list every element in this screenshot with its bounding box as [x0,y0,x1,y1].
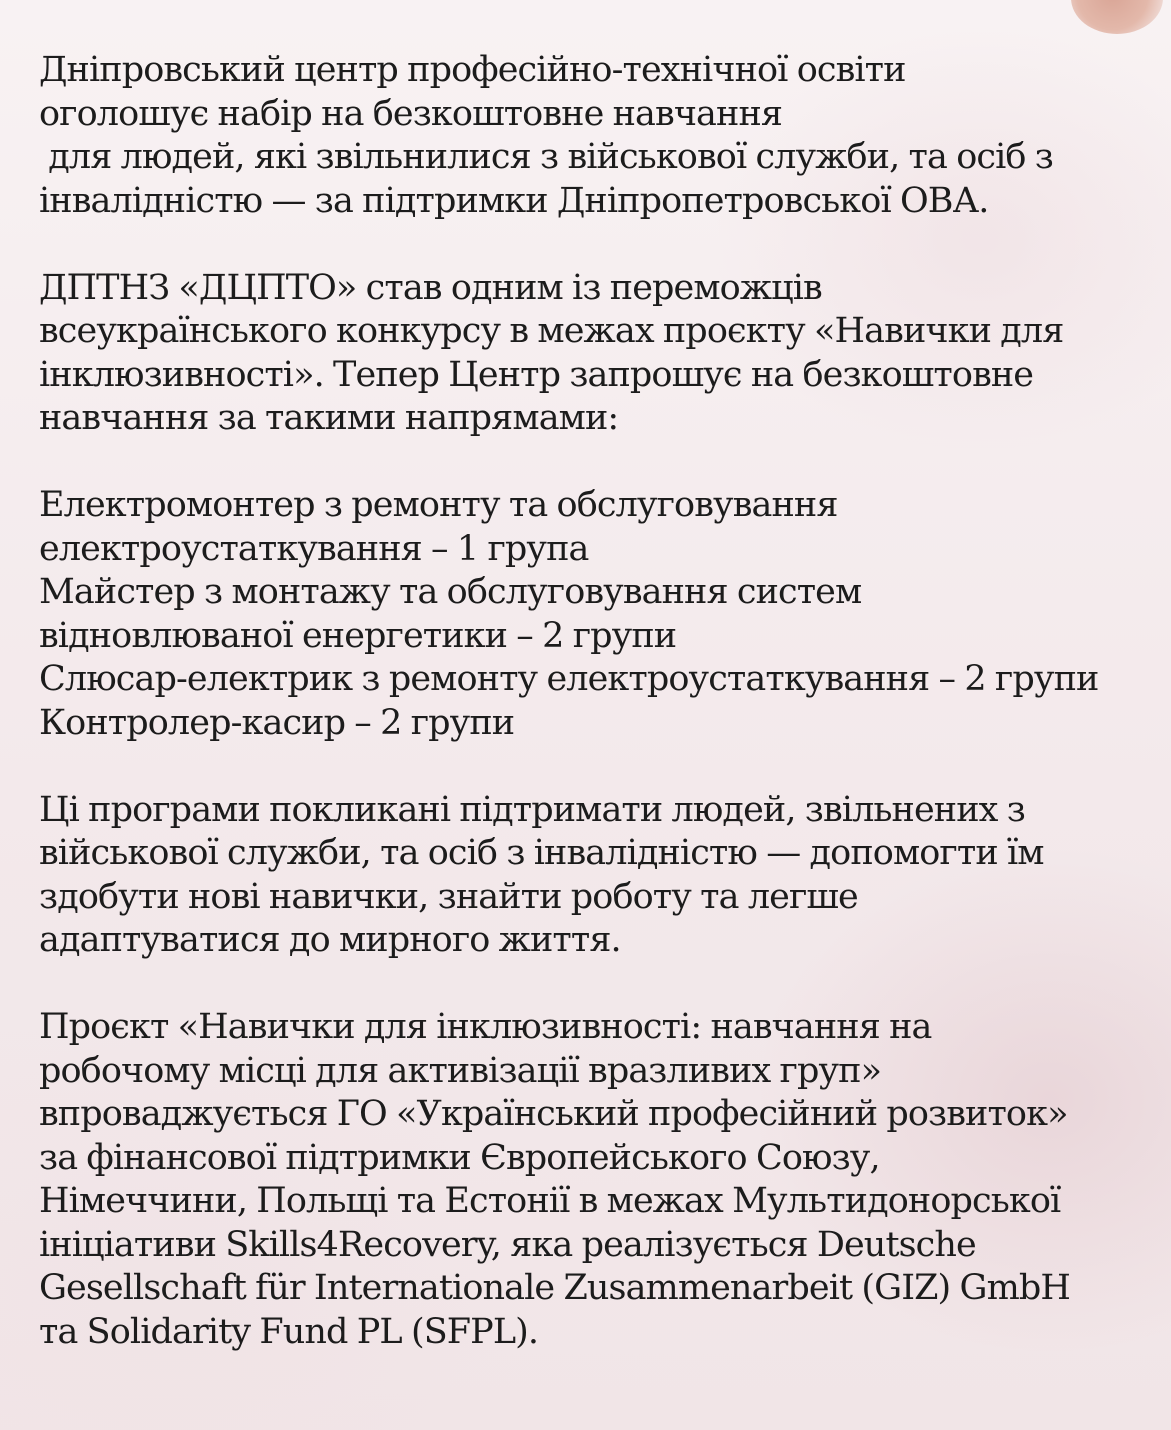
text-line: ДПТНЗ «ДЦПТО» став одним із переможців [39,267,822,308]
text-line: здобути нові навички, знайти роботу та легше [39,876,858,917]
paragraph-contest [39,267,1149,441]
text-line: Gesellschaft für Internationale Zusammenarbeit (GIZ) GmbH [39,1268,1070,1308]
text-line: впроваджується ГО «Український професійний розвиток» [39,1094,1068,1134]
text-line: Ці програми покликані підтримати людей, звільнених з [39,789,1025,830]
text-line: оголошує набір на безкоштовне навчання [39,93,783,134]
paragraph-programs [39,484,1149,745]
text-line: навчання за такими напрямами: [39,398,619,438]
paragraph-intro [39,49,1149,223]
text-line: Німеччини, Польщі та Естонії в межах Мультидонорської [39,1181,1061,1221]
program-line: Контролер-касир – 2 групи [39,702,515,743]
text-line: для людей, які звільнилися з військової служби, та осіб з [39,137,1053,177]
text-line: ініціативи Skills4Recovery, яка реалізується Deutsche [39,1224,976,1265]
text-line: робочому місці для активізації вразливих груп» [39,1050,882,1091]
program-line: відновлюваної енергетики – 2 групи [39,615,677,656]
decorative-corner-shape [1071,0,1163,34]
text-line: та Solidarity Fund PL (SFPL). [39,1311,539,1352]
text-line: Проєкт «Навички для інклюзивності: навчання на [39,1007,932,1047]
text-line: всеукраїнського конкурсу в межах проєкту «Навички для [39,311,1064,351]
paragraph-purpose [39,789,1149,963]
text-line: інвалідністю — за підтримки Дніпропетровської ОВА. [39,180,989,221]
text-line: адаптуватися до мирного життя. [39,920,621,960]
text-line: інклюзивності». Тепер Центр запрошує на безкоштовне [39,354,1034,395]
text-line: Дніпровський центр професійно-технічної освіти [39,50,906,90]
announcement-text [39,49,1149,1398]
text-line: за фінансової підтримки Європейського Союзу, [39,1137,880,1178]
program-line: електроустаткування – 1 група [39,528,589,569]
program-line: Майстер з монтажу та обслуговування систем [39,572,862,612]
program-line: Слюсар-електрик з ремонту електроустаткування – 2 групи [39,659,1099,699]
paragraph-project [39,1006,1149,1354]
text-line: військової служби, та осіб з інвалідністю — допомогти їм [39,833,1044,873]
program-line: Електромонтер з ремонту та обслуговування [39,485,838,525]
